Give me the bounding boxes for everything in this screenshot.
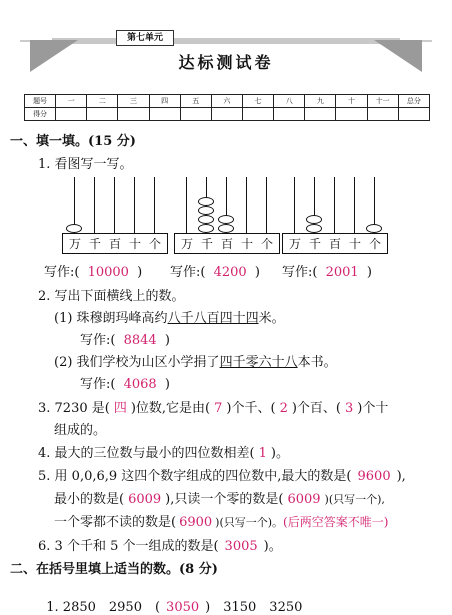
close-paren: ) <box>254 265 260 280</box>
answer-digits: 四 <box>113 401 127 416</box>
q3-text: 3. 7230 是( <box>38 401 110 416</box>
q6-text: )。 <box>263 539 282 554</box>
q5-text: 一个零都不读的数是( <box>54 515 177 530</box>
place-label: 千 <box>308 237 321 251</box>
answer-4068: 4068 <box>123 377 157 392</box>
write-label: 写作:( <box>80 333 116 348</box>
abacus-3-write <box>282 261 372 280</box>
table-cell: 七 <box>242 95 273 108</box>
place-label: 个 <box>148 237 161 251</box>
q4-line <box>38 442 289 461</box>
abacus-bead <box>66 224 82 233</box>
abacus-bead <box>198 224 214 233</box>
answer-10000: 10000 <box>87 265 129 280</box>
table-cell: 八 <box>274 95 305 108</box>
table-cell: 五 <box>180 95 211 108</box>
answer-smallest: 6009 <box>128 492 162 507</box>
write-label: 写作:( <box>44 265 80 280</box>
close-paren: ) <box>137 265 143 280</box>
write-label: 写作:( <box>282 265 318 280</box>
score-cell[interactable] <box>274 108 305 121</box>
abacus-rod <box>134 177 136 233</box>
q1-text: 1. 看图写一写。 <box>38 157 133 172</box>
q3-text: )个十 <box>357 401 389 416</box>
abacus-bead <box>218 224 234 233</box>
answer-4200: 4200 <box>213 265 247 280</box>
q2-sub2 <box>54 351 337 370</box>
write-label: 写作:( <box>80 377 116 392</box>
place-label: 万 <box>288 237 301 251</box>
answer-difference: 1 <box>258 446 267 461</box>
abacus-rod <box>186 177 188 233</box>
score-cell[interactable] <box>149 108 180 121</box>
q5-text: )(只写一个)。 <box>215 516 284 529</box>
place-label: 万 <box>68 237 81 251</box>
abacus-frame <box>174 233 280 254</box>
unit-badge: 第七单元 <box>116 30 174 46</box>
write-label: 写作:( <box>170 265 206 280</box>
place-label: 百 <box>328 237 341 251</box>
answer-note: (后两空答案不唯一) <box>283 515 389 529</box>
place-label: 个 <box>368 237 381 251</box>
score-cell[interactable] <box>211 108 242 121</box>
table-cell: 十 <box>336 95 367 108</box>
place-label: 十 <box>348 237 361 251</box>
table-cell: 十一 <box>367 95 398 108</box>
answer-largest: 9600 <box>357 469 391 484</box>
q5-line2 <box>54 488 385 507</box>
answer-2001: 2001 <box>325 265 359 280</box>
score-table-header-row <box>25 95 430 108</box>
abacus-bead <box>198 197 214 206</box>
q3-text: )位数,它是由( <box>130 401 211 416</box>
score-cell[interactable] <box>305 108 336 121</box>
place-label: 千 <box>88 237 101 251</box>
score-table-score-row <box>25 108 430 121</box>
abacus-rod <box>266 177 268 233</box>
place-label: 百 <box>220 237 233 251</box>
s2-q1-line <box>38 581 302 615</box>
table-cell: 总分 <box>398 95 429 108</box>
place-label: 个 <box>260 237 273 251</box>
abacus-bead <box>306 215 322 224</box>
q2-sub2-post: 本书。 <box>297 355 337 370</box>
abacus-bead <box>366 224 382 233</box>
s2-q1-text: 1. 2850 2950 ( <box>46 600 161 615</box>
abacus-bead <box>218 215 234 224</box>
q6-line <box>38 535 282 554</box>
q2-text: 2. 写出下面横线上的数。 <box>38 289 185 304</box>
abacus-frame <box>62 233 168 254</box>
close-paren: ) <box>366 265 372 280</box>
q4-text: )。 <box>270 446 289 461</box>
q2-sub1-pre: (1) 珠穆朗玛峰高约 <box>54 311 168 326</box>
abacus-rod <box>94 177 96 233</box>
abacus-2-write <box>170 261 260 280</box>
abacus-rod <box>354 177 356 233</box>
abacus-rod <box>246 177 248 233</box>
score-cell[interactable] <box>87 108 118 121</box>
q5-text: 5. 用 0,0,6,9 这四个数字组成的四位数中,最大的数是( <box>38 469 352 484</box>
q2-sub1-underlined: 八千八百四十四 <box>167 311 259 326</box>
abacus-1-write <box>44 261 142 280</box>
abacus-bead <box>198 206 214 215</box>
close-paren: ) <box>164 377 170 392</box>
abacus-bead <box>198 215 214 224</box>
q5-text: )(只写一个), <box>324 493 385 506</box>
answer-tens: 3 <box>345 401 354 416</box>
table-cell: 得分 <box>25 108 56 121</box>
q6-text: 6. 3 个千和 5 个一组成的数是( <box>38 539 219 554</box>
q2-sub2-underlined: 四千零六十八 <box>219 355 298 370</box>
score-table <box>24 94 430 121</box>
abacus-bead <box>306 224 322 233</box>
answer-one-zero: 6009 <box>287 492 321 507</box>
answer-hundreds: 2 <box>279 401 288 416</box>
q5-text: ),只读一个零的数是( <box>165 492 284 507</box>
q5-line3 <box>54 511 388 530</box>
score-cell[interactable] <box>118 108 149 121</box>
q2-sub1-write <box>80 329 170 348</box>
table-cell: 四 <box>149 95 180 108</box>
place-label: 百 <box>108 237 121 251</box>
answer-thousands: 7 <box>214 401 223 416</box>
table-cell: 二 <box>87 95 118 108</box>
page-title: 达标测试卷 <box>178 53 274 72</box>
answer-3050: 3050 <box>166 600 200 615</box>
place-label: 千 <box>200 237 213 251</box>
q3-line2: 组成的。 <box>54 423 107 438</box>
score-cell[interactable] <box>336 108 367 121</box>
q3-text: )个百、( <box>291 401 341 416</box>
table-cell: 题号 <box>25 95 56 108</box>
abacus-rod <box>154 177 156 233</box>
answer-3005: 3005 <box>224 539 258 554</box>
table-cell: 六 <box>211 95 242 108</box>
abacus-frame <box>282 233 388 254</box>
q5-text: ), <box>396 469 406 484</box>
place-label: 万 <box>180 237 193 251</box>
place-label: 十 <box>128 237 141 251</box>
answer-8844: 8844 <box>123 333 157 348</box>
score-cell[interactable] <box>56 108 87 121</box>
q5-text: 最小的数是( <box>54 492 125 507</box>
q2-sub1-post: 米。 <box>258 311 285 326</box>
q2-sub1 <box>54 307 285 326</box>
q3-text: )个千、( <box>226 401 276 416</box>
section2-heading: 二、在括号里填上适当的数。(8 分) <box>10 562 218 577</box>
abacus-rod <box>114 177 116 233</box>
score-cell[interactable] <box>398 108 429 121</box>
table-cell: 九 <box>305 95 336 108</box>
q2-sub2-pre: (2) 我们学校为山区小学捐了 <box>54 355 220 370</box>
q2-sub2-write <box>80 373 170 392</box>
score-cell[interactable] <box>180 108 211 121</box>
table-cell: 一 <box>56 95 87 108</box>
q3-line1 <box>38 397 388 416</box>
score-cell[interactable] <box>367 108 398 121</box>
s2-q1-text: ) 3150 3250 <box>205 600 303 615</box>
q5-line1 <box>38 465 406 484</box>
abacus-rod <box>334 177 336 233</box>
close-paren: ) <box>164 333 170 348</box>
score-cell[interactable] <box>242 108 273 121</box>
place-label: 十 <box>240 237 253 251</box>
answer-no-zero: 6900 <box>179 515 213 530</box>
table-cell: 三 <box>118 95 149 108</box>
abacus-rod <box>294 177 296 233</box>
section1-heading: 一、填一填。(15 分) <box>10 134 136 149</box>
q4-text: 4. 最大的三位数与最小的四位数相差( <box>38 446 255 461</box>
